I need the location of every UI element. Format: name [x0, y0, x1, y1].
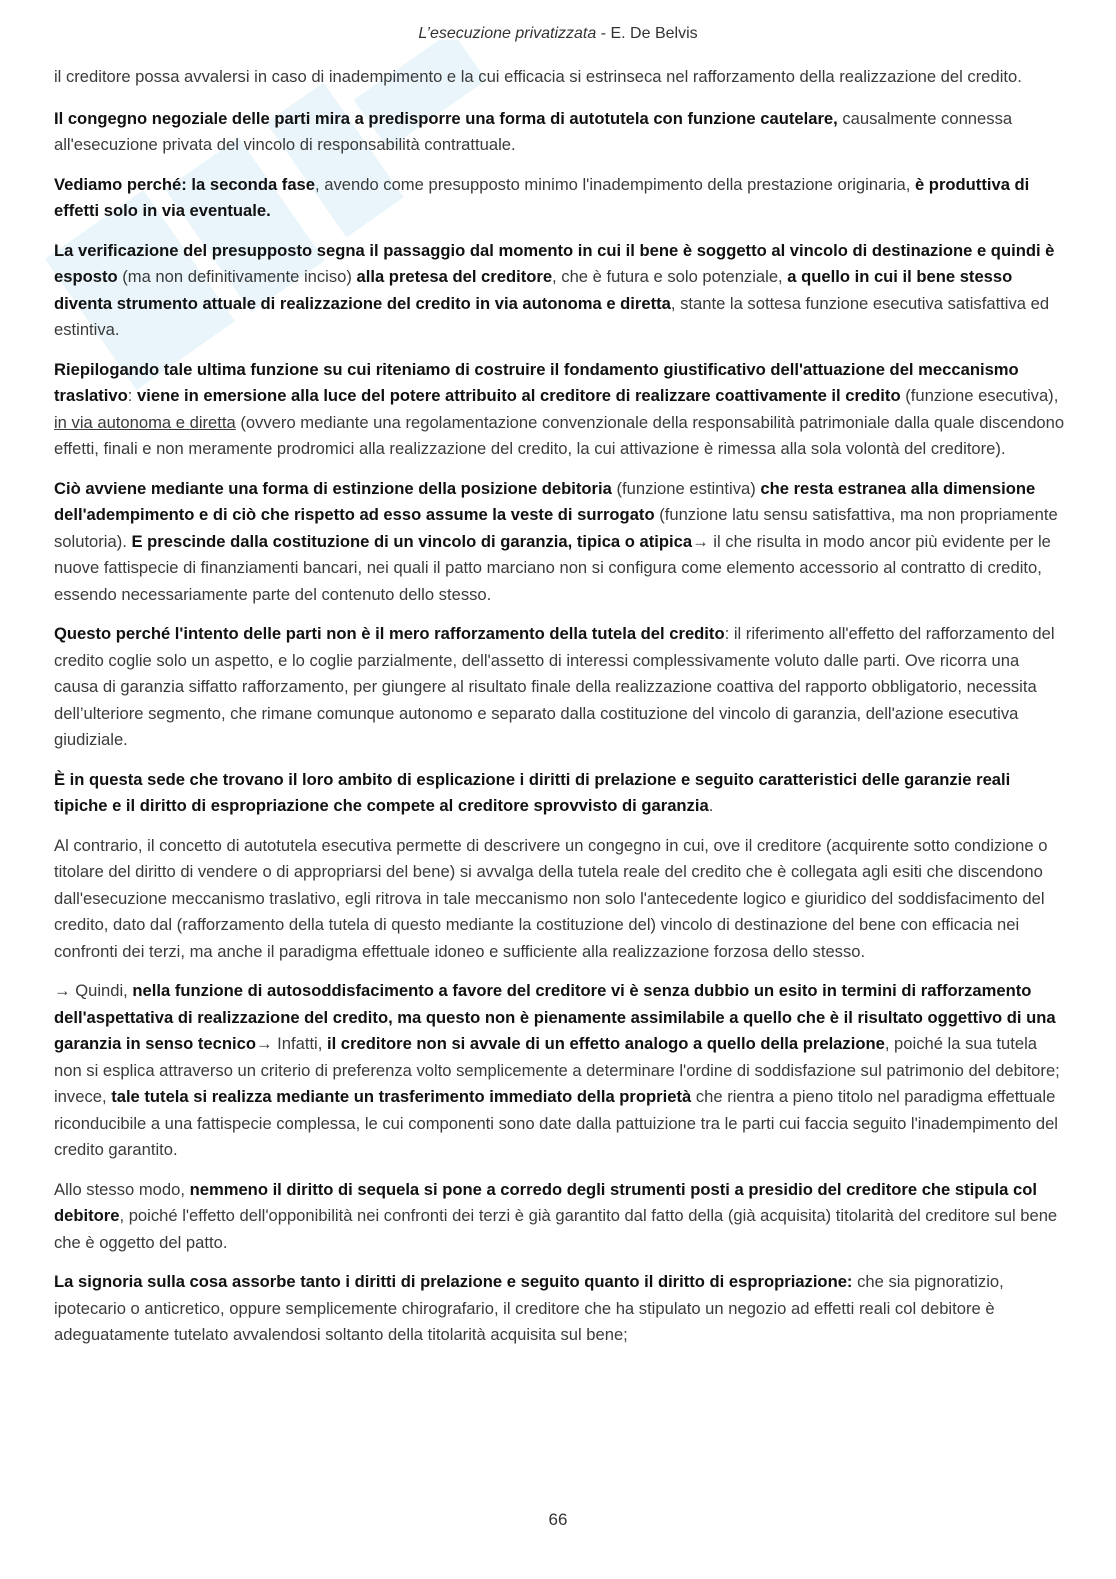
- bold-run: nemmeno il diritto di sequela si pone a corredo degli strumenti posti a presidio del creditore che stipula col debitore: [54, 1179, 1037, 1225]
- paragraph-1: [54, 106, 1066, 159]
- paragraph-8: [54, 833, 1066, 966]
- text-run: :: [127, 386, 138, 405]
- paragraph-6: [54, 621, 1066, 754]
- bold-run: alla pretesa del creditore: [356, 267, 553, 286]
- header-author: E. De Belvis: [610, 25, 698, 42]
- bold-run: Questo perché l'intento delle parti non è il mero rafforzamento della tutela del credito: [54, 624, 725, 643]
- bold-run: viene in emersione alla luce del potere attribuito al creditore di realizzare coattivamente il credito: [137, 386, 901, 405]
- page-number: 66: [548, 1510, 568, 1529]
- text-run: , poiché l'effetto dell'opponibilità nei confronti dei terzi è già garantito dal fatto della (già acquisita) titolarità del creditore sul bene che è oggetto del patto.: [54, 1206, 1058, 1252]
- underlined-run: in via autonoma e diretta: [54, 412, 236, 432]
- text-run: che sia pignoratizio, ipotecario o anticretico, oppure semplicemente chirografario, il creditore che ha stipulato un negozio ad effetti reali col debitore è adeguatamente tutelato avvalendosi soltanto della titolarità acquisita sul bene;: [54, 1272, 1004, 1344]
- paragraph-0: [54, 64, 1066, 91]
- header-title: L’esecuzione privatizzata: [418, 25, 597, 42]
- paragraph-5: [54, 476, 1066, 609]
- bold-run: La verificazione del presupposto segna il passaggio dal momento in cui il bene è soggetto al vincolo di destinazione e quindi è esposto: [54, 240, 1055, 286]
- text-run: : il riferimento all'effetto del rafforzamento del credito coglie solo un aspetto, e lo coglie parzialmente, dell'assetto di interessi complessivamente voluto dalle parti. Ove ricorra una causa di garanzia siffatto rafforzamento, per giungere al risultato finale della realizzazione coattiva del rapporto obbligatorio, necessita dell’ulteriore segmento, che rimane comunque autonomo e separato dalla costituzione del vincolo di garanzia, dell'azione esecutiva giudiziale.: [54, 624, 1055, 749]
- text-run: (funzione esecutiva),: [900, 386, 1059, 405]
- bold-run: che resta estranea alla dimensione dell'adempimento e di ciò che rispetto ad esso assume la veste di surrogato: [54, 478, 1036, 524]
- text-run: causalmente connessa all'esecuzione privata del vincolo di responsabilità contrattuale.: [54, 108, 1013, 154]
- text-run: , stante la sottesa funzione esecutiva satisfattiva ed estintiva.: [54, 293, 1050, 339]
- page-header: [0, 25, 1116, 43]
- text-run: , che è futura e solo potenziale,: [552, 267, 788, 286]
- bold-run: nella funzione di autosoddisfacimento a favore del creditore vi è senza dubbio un esito in termini di rafforzamento dell'aspettativa di realizzazione del credito, ma questo non è pienamente assimilabile a quello che è il risultato oggettivo di una garanzia in senso tecnico: [54, 981, 1056, 1053]
- text-run: (ovvero mediante una regolamentazione convenzionale della responsabilità patrimoniale dalla quale discendono effetti, finali e non meramente prodromici alla realizzazione del credito, la cui attivazione è rimessa alla sola volontà del creditore).: [54, 412, 1065, 458]
- text-run: (ma non definitivamente inciso): [117, 267, 357, 286]
- document-body: [54, 64, 1066, 1362]
- paragraph-4: [54, 357, 1066, 463]
- bold-run: a quello in cui il bene stesso diventa strumento attuale di realizzazione del credito in via autonoma e diretta: [54, 267, 1013, 313]
- text-run: il creditore possa avvalersi in caso di inadempimento e la cui efficacia si estrinseca nel rafforzamento della realizzazione del credito.: [54, 67, 1022, 86]
- text-run: → Quindi,: [54, 981, 133, 1000]
- text-run: Allo stesso modo,: [54, 1179, 190, 1199]
- text-run: Al contrario, il concetto di autotutela esecutiva permette di descrivere un congegno in cui, ove il creditore (acquirente sotto condizione o titolare del diritto di vendere o di appropriarsi del bene) si avvalga della tutela reale del credito che è collegata agli esiti che discendono dall'esecuzione meccanismo traslativo, egli ritrova in tale meccanismo non solo l'antecedente logico e giuridico del soddisfacimento del credito, dato dal (rafforzamento della tutela di questo mediante la costituzione del) vincolo di destinazione del bene con efficacia nei confronti dei terzi, ma anche il paradigma effettuale idoneo e sufficiente alla realizzazione forzosa dello stesso.: [54, 835, 1048, 961]
- paragraph-7: [54, 767, 1066, 820]
- paragraph-9: [54, 978, 1066, 1164]
- bold-run: La signoria sulla cosa assorbe tanto i diritti di prelazione e seguito quanto il diritto di espropriazione:: [54, 1272, 853, 1291]
- bold-run: E prescinde dalla costituzione di un vincolo di garanzia, tipica o atipica: [131, 531, 693, 551]
- bold-run: tale tutela si realizza mediante un trasferimento immediato della proprietà: [111, 1087, 692, 1106]
- text-run: che rientra a pieno titolo nel paradigma effettuale riconducibile a una fattispecie complessa, le cui componenti sono date dalla pattuizione tra le parti cui faccia seguito l'inadempimento del credito garantito.: [54, 1087, 1058, 1159]
- bold-run: Il congegno negoziale delle parti mira a predisporre una forma di autotutela con funzione cautelare,: [54, 108, 838, 128]
- header-separator: -: [596, 25, 611, 42]
- text-run: (funzione latu sensu satisfattiva, ma non propriamente solutoria).: [54, 505, 1058, 551]
- text-run: .: [708, 796, 714, 815]
- text-run: (funzione estintiva): [611, 478, 761, 498]
- paragraph-2: [54, 172, 1066, 225]
- bold-run: è produttiva di effetti solo in via eventuale.: [54, 174, 1030, 220]
- bold-run: Ciò avviene mediante una forma di estinzione della posizione debitoria: [54, 478, 612, 498]
- bold-run: Vediamo perché: la seconda fase: [54, 174, 316, 194]
- text-run: , avendo come presupposto minimo l'inadempimento della prestazione originaria,: [315, 174, 915, 194]
- paragraph-10: [54, 1177, 1066, 1257]
- text-run: → Infatti,: [255, 1034, 327, 1053]
- bold-run: È in questa sede che trovano il loro ambito di esplicazione i diritti di prelazione e seguito caratteristici delle garanzie reali tipiche e il diritto di espropriazione che compete al creditore sprovvisto di garanzia: [54, 769, 1011, 815]
- text-run: → il che risulta in modo ancor più evidente per le nuove fattispecie di finanziamenti bancari, nei quali il patto marciano non si configura come elemento accessorio al contratto di credito, essendo necessariamente parte del contenuto dello stesso.: [54, 531, 1051, 604]
- text-run: , poiché la sua tutela non si esplica attraverso un criterio di preferenza volto semplicemente a determinare l'ordine di soddisfazione sul patrimonio del debitore; invece,: [54, 1034, 1060, 1106]
- bold-run: il creditore non si avvale di un effetto analogo a quello della prelazione: [326, 1034, 885, 1053]
- paragraph-11: [54, 1269, 1066, 1349]
- paragraph-3: [54, 238, 1066, 344]
- bold-run: Riepilogando tale ultima funzione su cui riteniamo di costruire il fondamento giustificativo dell'attuazione del meccanismo traslativo: [54, 359, 1019, 405]
